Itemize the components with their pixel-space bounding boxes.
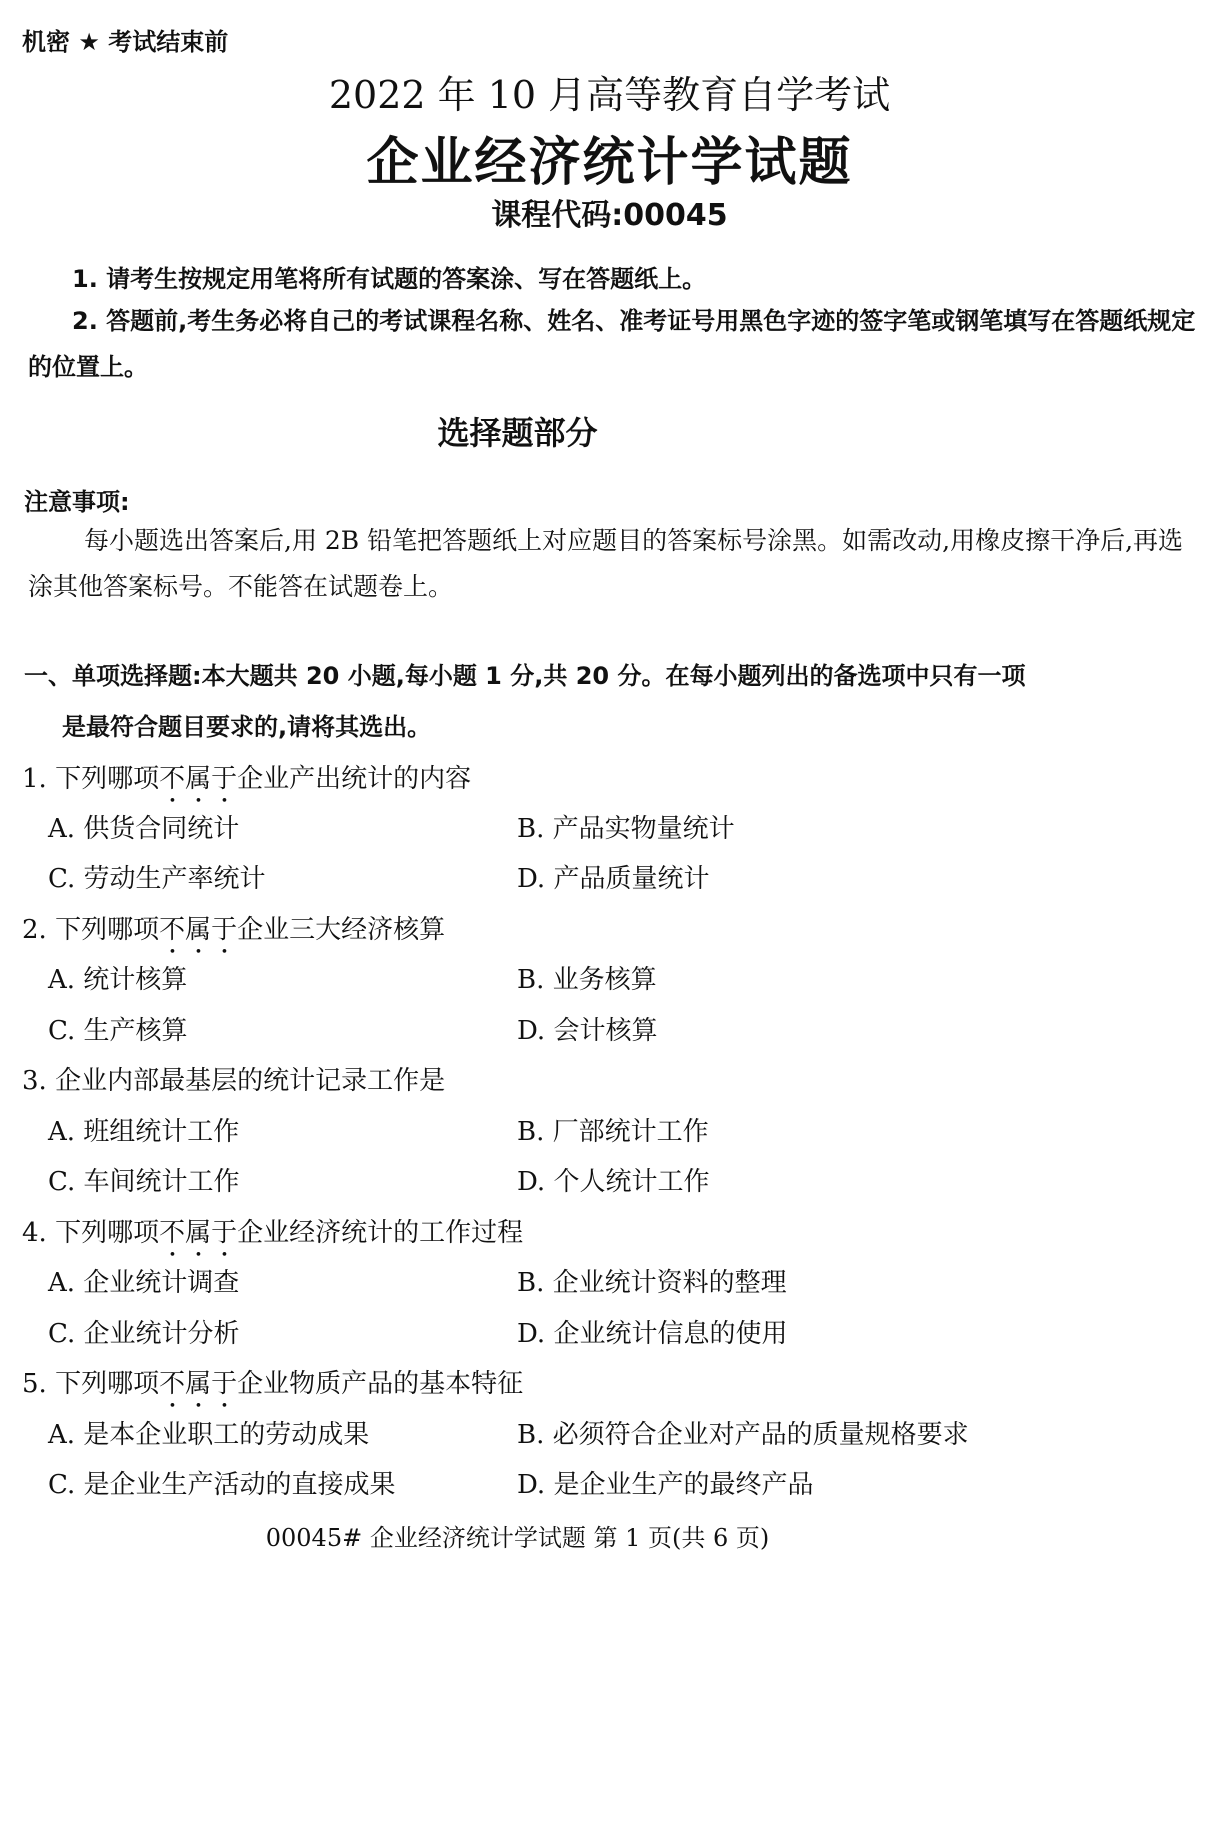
question-stem-text: 5. 下列哪项 — [22, 1369, 160, 1399]
confidential-label: 机密 ★ 考试结束前 — [22, 28, 229, 56]
instruction-2: 2. 答题前,考生务必将自己的考试课程名称、姓名、准考证号用黑色字迹的签字笔或钢笔填写在答题纸规定的位置上。 — [28, 307, 1196, 381]
option-c[interactable]: C. 劳动生产率统计 — [48, 864, 266, 894]
question-stem-emphasis: 不属于 — [159, 1218, 238, 1248]
option-b[interactable]: B. 产品实物量统计 — [517, 814, 735, 844]
question-stem-emphasis: 不属于 — [159, 915, 238, 945]
part-one-heading-line2: 是最符合题目要求的,请将其选出。 — [62, 713, 432, 741]
option-c[interactable]: C. 生产核算 — [48, 1016, 188, 1046]
question-stem-text: 2. 下列哪项 — [22, 915, 160, 945]
question-stem — [22, 1060, 445, 1097]
question-stem-text: 企业物质产品的基本特征 — [237, 1369, 524, 1399]
option-d[interactable]: D. 是企业生产的最终产品 — [517, 1470, 814, 1500]
option-c[interactable]: C. 车间统计工作 — [48, 1167, 240, 1197]
question-stem — [22, 1212, 523, 1263]
option-b[interactable]: B. 厂部统计工作 — [517, 1117, 709, 1147]
course-code: 课程代码:00045 — [491, 198, 728, 233]
option-a[interactable]: A. 统计核算 — [48, 965, 188, 995]
page-footer: 00045# 企业经济统计学试题 第 1 页(共 6 页) — [265, 1524, 770, 1552]
option-a[interactable]: A. 供货合同统计 — [48, 814, 240, 844]
option-b[interactable]: B. 企业统计资料的整理 — [517, 1268, 787, 1298]
question-stem-text: 企业产出统计的内容 — [237, 764, 472, 794]
question-stem-text: 企业三大经济核算 — [237, 915, 446, 945]
option-c[interactable]: C. 企业统计分析 — [48, 1319, 240, 1349]
option-d[interactable]: D. 会计核算 — [517, 1016, 658, 1046]
section-title: 选择题部分 — [437, 414, 598, 452]
option-d[interactable]: D. 产品质量统计 — [517, 864, 710, 894]
option-c[interactable]: C. 是企业生产活动的直接成果 — [48, 1470, 396, 1500]
question-stem-text: 4. 下列哪项 — [22, 1218, 160, 1248]
option-d[interactable]: D. 企业统计信息的使用 — [517, 1319, 788, 1349]
option-b[interactable]: B. 业务核算 — [517, 965, 657, 995]
question-stem — [22, 909, 445, 960]
question-stem-text: 企业经济统计的工作过程 — [237, 1218, 524, 1248]
question-stem-text: 1. 下列哪项 — [22, 764, 160, 794]
option-a[interactable]: A. 是本企业职工的劳动成果 — [48, 1420, 370, 1450]
question-stem-text: 3. 企业内部最基层的统计记录工作是 — [22, 1066, 446, 1096]
instruction-1: 1. 请考生按规定用笔将所有试题的答案涂、写在答题纸上。 — [72, 265, 707, 293]
question-stem — [22, 1363, 523, 1414]
question-stem-emphasis: 不属于 — [159, 1369, 238, 1399]
page-title: 企业经济统计学试题 — [366, 133, 853, 193]
question-stem — [22, 758, 471, 809]
question-stem-emphasis: 不属于 — [159, 764, 238, 794]
option-b[interactable]: B. 必须符合企业对产品的质量规格要求 — [517, 1420, 969, 1450]
option-d[interactable]: D. 个人统计工作 — [517, 1167, 710, 1197]
notes-body: 每小题选出答案后,用 2B 铅笔把答题纸上对应题目的答案标号涂黑。如需改动,用橡皮擦干净后,再选涂其他答案标号。不能答在试题卷上。 — [28, 526, 1184, 601]
exam-name: 2022 年 10 月高等教育自学考试 — [328, 73, 891, 117]
notes-heading: 注意事项: — [24, 488, 130, 516]
option-a[interactable]: A. 班组统计工作 — [48, 1117, 240, 1147]
part-one-heading-line1: 一、单项选择题:本大题共 20 小题,每小题 1 分,共 20 分。在每小题列出的备选项中只有一项 — [24, 662, 1026, 690]
option-a[interactable]: A. 企业统计调查 — [48, 1268, 240, 1298]
